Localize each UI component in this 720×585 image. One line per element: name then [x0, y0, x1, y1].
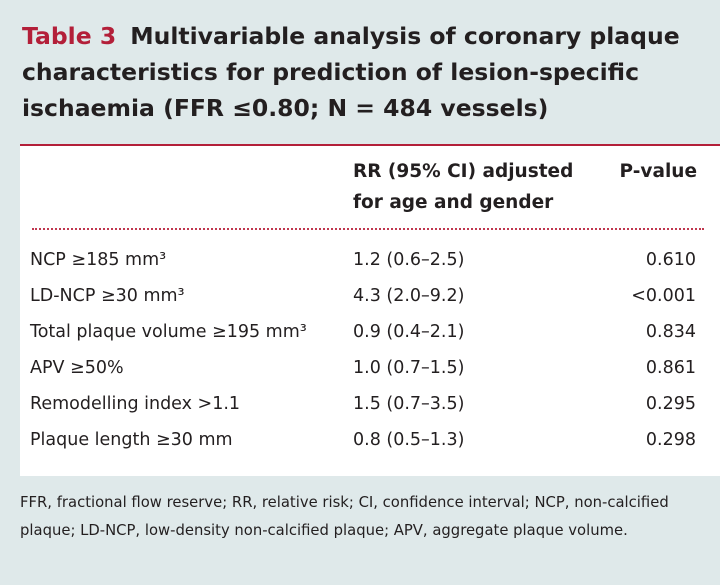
table-row	[20, 386, 720, 422]
p-value-cell: 0.295	[645, 394, 696, 414]
column-header-rr-line2: for age and gender	[353, 192, 554, 213]
column-header-rr	[353, 156, 613, 218]
rr-cell: 1.0 (0.7–1.5)	[353, 358, 465, 378]
table-footnote: FFR, fractional flow reserve; RR, relative risk; CI, confidence interval; NCP, non-calcified plaque; LD-NCP, low-density non-calcified plaque; APV, aggregate plaque volume.	[20, 494, 669, 539]
rr-cell: 1.5 (0.7–3.5)	[353, 394, 465, 414]
variable-cell: Plaque length ≥30 mm	[30, 430, 233, 450]
table-row	[20, 278, 720, 314]
table-row	[20, 314, 720, 350]
table-row	[20, 242, 720, 278]
column-header-p-value: P-value	[619, 161, 697, 182]
variable-cell: APV ≥50%	[30, 358, 124, 378]
rr-cell: 1.2 (0.6–2.5)	[353, 250, 465, 270]
p-value-cell: 0.610	[645, 250, 696, 270]
header-divider	[32, 228, 704, 230]
p-value-cell: 0.298	[645, 430, 696, 450]
rr-cell: 4.3 (2.0–9.2)	[353, 286, 465, 306]
column-header-rr-line1: RR (95% CI) adjusted	[353, 161, 574, 182]
p-value-cell: <0.001	[631, 286, 696, 306]
table-row	[20, 350, 720, 386]
table-row	[20, 422, 720, 458]
table-title: Multivariable analysis of coronary plaque characteristics for prediction of lesion-specific ischaemia (FFR ≤0.80; N = 484 vessels)	[22, 22, 680, 122]
variable-cell: LD-NCP ≥30 mm³	[30, 286, 185, 306]
table-title-block	[22, 18, 712, 126]
p-value-cell: 0.834	[645, 322, 696, 342]
variable-cell: NCP ≥185 mm³	[30, 250, 167, 270]
p-value-cell: 0.861	[645, 358, 696, 378]
rr-cell: 0.9 (0.4–2.1)	[353, 322, 465, 342]
table-body	[20, 144, 720, 476]
rr-cell: 0.8 (0.5–1.3)	[353, 430, 465, 450]
variable-cell: Remodelling index >1.1	[30, 394, 241, 414]
variable-cell: Total plaque volume ≥195 mm³	[30, 322, 307, 342]
table-label: Table 3	[22, 22, 117, 50]
